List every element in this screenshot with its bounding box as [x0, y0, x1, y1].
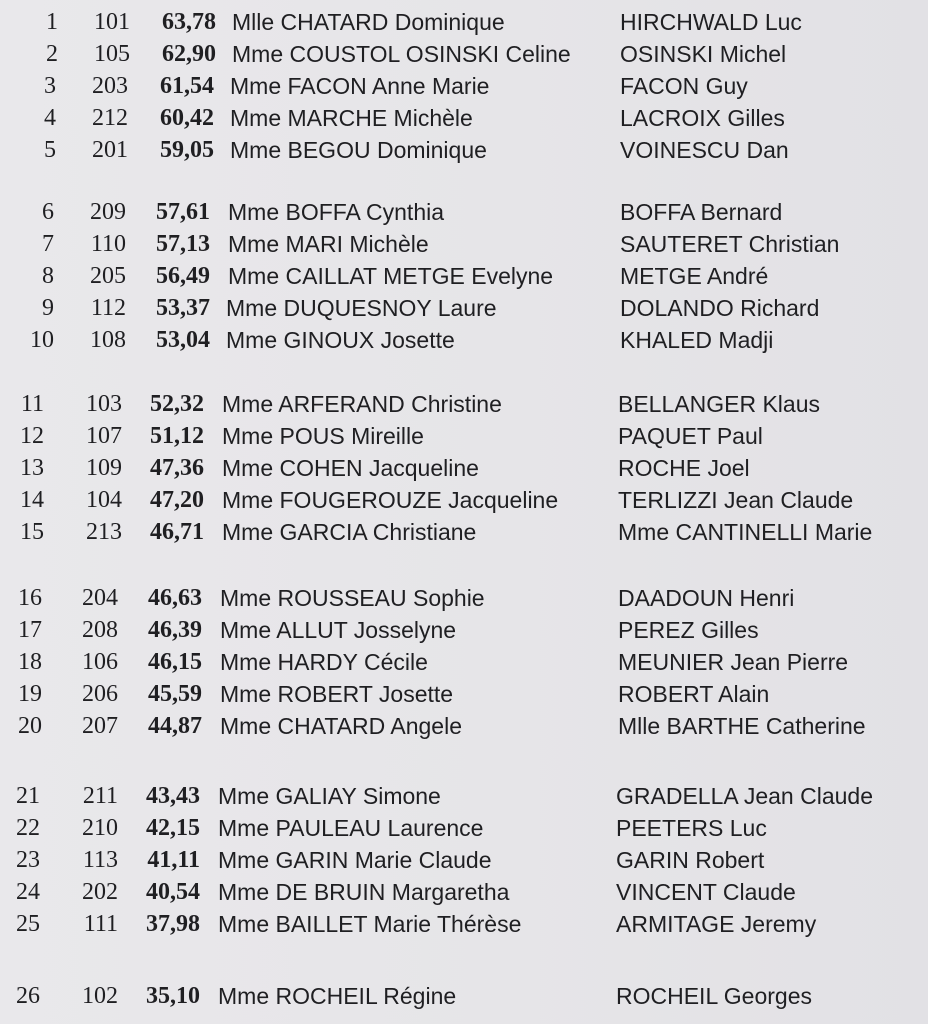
pair-number-cell: 209 [90, 199, 126, 225]
score-cell: 35,10 [146, 983, 200, 1009]
score-cell: 47,36 [150, 455, 204, 481]
player2-name: PEREZ Gilles [618, 617, 759, 643]
rank-cell: 22 [16, 815, 40, 841]
rank-cell: 18 [18, 649, 42, 675]
result-row [0, 102, 928, 134]
pair-number-cell: 103 [86, 391, 122, 417]
pair-number-cell: 208 [82, 617, 118, 643]
rank-cell: 16 [18, 585, 42, 611]
rank-cell: 9 [42, 295, 54, 321]
result-row [0, 388, 928, 420]
player1-name: Mme BEGOU Dominique [230, 137, 487, 163]
pair-number-cell: 105 [94, 41, 130, 67]
player2-name: SAUTERET Christian [620, 231, 840, 257]
result-row [0, 228, 928, 260]
rank-cell: 13 [20, 455, 44, 481]
pair-number-cell: 102 [82, 983, 118, 1009]
score-cell: 59,05 [160, 137, 214, 163]
player1-name: Mme PAULEAU Laurence [218, 815, 484, 841]
player2-name: VOINESCU Dan [620, 137, 789, 163]
player2-name: PEETERS Luc [616, 815, 767, 841]
player2-name: GRADELLA Jean Claude [616, 783, 873, 809]
player2-name: GARIN Robert [616, 847, 765, 873]
pair-number-cell: 112 [90, 295, 126, 321]
rank-cell: 3 [44, 73, 56, 99]
player1-name: Mme HARDY Cécile [220, 649, 428, 675]
result-row [0, 260, 928, 292]
player2-name: KHALED Madji [620, 327, 774, 353]
result-row [0, 196, 928, 228]
rank-cell: 4 [44, 105, 56, 131]
player2-name: PAQUET Paul [618, 423, 763, 449]
score-cell: 43,43 [146, 783, 200, 809]
player1-name: Mme GINOUX Josette [226, 327, 455, 353]
pair-number-cell: 210 [82, 815, 118, 841]
pair-number-cell: 206 [82, 681, 118, 707]
score-cell: 53,37 [156, 295, 210, 321]
player2-name: ARMITAGE Jeremy [616, 911, 817, 937]
score-cell: 37,98 [146, 911, 200, 937]
rank-cell: 23 [16, 847, 40, 873]
score-cell: 42,15 [146, 815, 200, 841]
pair-number-cell: 204 [82, 585, 118, 611]
score-cell: 47,20 [150, 487, 204, 513]
rank-cell: 20 [18, 713, 42, 739]
player1-name: Mme POUS Mireille [222, 423, 424, 449]
score-cell: 57,61 [156, 199, 210, 225]
player1-name: Mme MARCHE Michèle [230, 105, 473, 131]
rank-cell: 14 [20, 487, 44, 513]
pair-number-cell: 113 [82, 847, 118, 873]
result-row [0, 876, 928, 908]
result-row [0, 324, 928, 356]
player2-name: HIRCHWALD Luc [620, 9, 802, 35]
player1-name: Mme ROCHEIL Régine [218, 983, 457, 1009]
pair-number-cell: 211 [82, 783, 118, 809]
pair-number-cell: 202 [82, 879, 118, 905]
player2-name: FACON Guy [620, 73, 748, 99]
rank-cell: 26 [16, 983, 40, 1009]
player1-name: Mme ALLUT Josselyne [220, 617, 457, 643]
player2-name: TERLIZZI Jean Claude [618, 487, 854, 513]
pair-number-cell: 207 [82, 713, 118, 739]
pair-number-cell: 101 [94, 9, 130, 35]
score-cell: 45,59 [148, 681, 202, 707]
player2-name: OSINSKI Michel [620, 41, 787, 67]
player1-name: Mme CHATARD Angele [220, 713, 462, 739]
player2-name: MEUNIER Jean Pierre [618, 649, 849, 675]
result-row [0, 420, 928, 452]
rank-cell: 17 [18, 617, 42, 643]
player1-name: Mme FACON Anne Marie [230, 73, 490, 99]
player1-name: Mme DE BRUIN Margaretha [218, 879, 510, 905]
player2-name: ROCHE Joel [618, 455, 750, 481]
pair-number-cell: 107 [86, 423, 122, 449]
result-row [0, 678, 928, 710]
rank-cell: 15 [20, 519, 44, 545]
player2-name: ROBERT Alain [618, 681, 770, 707]
player2-name: DAADOUN Henri [618, 585, 795, 611]
pair-number-cell: 213 [86, 519, 122, 545]
rank-cell: 21 [16, 783, 40, 809]
score-cell: 46,15 [148, 649, 202, 675]
score-cell: 41,11 [147, 847, 200, 873]
result-row [0, 780, 928, 812]
pair-number-cell: 212 [92, 105, 128, 131]
score-cell: 46,39 [148, 617, 202, 643]
player1-name: Mme GARCIA Christiane [222, 519, 477, 545]
score-cell: 52,32 [150, 391, 204, 417]
score-cell: 46,71 [150, 519, 204, 545]
result-row [0, 484, 928, 516]
player2-name: LACROIX Gilles [620, 105, 785, 131]
player1-name: Mme ROUSSEAU Sophie [220, 585, 485, 611]
result-row [0, 844, 928, 876]
rank-cell: 10 [30, 327, 54, 353]
pair-number-cell: 110 [90, 231, 126, 257]
result-row [0, 812, 928, 844]
score-cell: 60,42 [160, 105, 214, 131]
score-cell: 44,87 [148, 713, 202, 739]
result-row [0, 710, 928, 742]
score-cell: 62,90 [162, 41, 216, 67]
rank-cell: 24 [16, 879, 40, 905]
player1-name: Mme CAILLAT METGE Evelyne [228, 263, 554, 289]
score-cell: 63,78 [162, 9, 216, 35]
player2-name: BELLANGER Klaus [618, 391, 820, 417]
result-row [0, 614, 928, 646]
pair-number-cell: 106 [82, 649, 118, 675]
rank-cell: 25 [16, 911, 40, 937]
score-cell: 57,13 [156, 231, 210, 257]
result-row [0, 908, 928, 940]
result-row [0, 6, 928, 38]
result-row [0, 70, 928, 102]
result-row [0, 582, 928, 614]
player1-name: Mlle CHATARD Dominique [232, 9, 505, 35]
player2-name: Mme CANTINELLI Marie [618, 519, 873, 545]
player1-name: Mme BOFFA Cynthia [228, 199, 445, 225]
player1-name: Mme DUQUESNOY Laure [226, 295, 497, 321]
player1-name: Mme GARIN Marie Claude [218, 847, 492, 873]
player1-name: Mme COUSTOL OSINSKI Celine [232, 41, 571, 67]
player1-name: Mme COHEN Jacqueline [222, 455, 479, 481]
score-cell: 56,49 [156, 263, 210, 289]
player2-name: METGE André [620, 263, 769, 289]
pair-number-cell: 203 [92, 73, 128, 99]
result-row [0, 452, 928, 484]
rank-cell: 8 [42, 263, 54, 289]
pair-number-cell: 201 [92, 137, 128, 163]
player1-name: Mme MARI Michèle [228, 231, 429, 257]
rank-cell: 7 [42, 231, 54, 257]
pair-number-cell: 108 [90, 327, 126, 353]
pair-number-cell: 104 [86, 487, 122, 513]
player1-name: Mme GALIAY Simone [218, 783, 441, 809]
player2-name: VINCENT Claude [616, 879, 796, 905]
pair-number-cell: 205 [90, 263, 126, 289]
score-cell: 61,54 [160, 73, 214, 99]
player2-name: Mlle BARTHE Catherine [618, 713, 866, 739]
player1-name: Mme BAILLET Marie Thérèse [218, 911, 522, 937]
player1-name: Mme ARFERAND Christine [222, 391, 502, 417]
result-row [0, 980, 928, 1012]
player1-name: Mme FOUGEROUZE Jacqueline [222, 487, 559, 513]
score-cell: 53,04 [156, 327, 210, 353]
rank-cell: 6 [42, 199, 54, 225]
result-row [0, 516, 928, 548]
player2-name: DOLANDO Richard [620, 295, 820, 321]
result-row [0, 134, 928, 166]
player2-name: BOFFA Bernard [620, 199, 783, 225]
rank-cell: 19 [18, 681, 42, 707]
pair-number-cell: 109 [86, 455, 122, 481]
player2-name: ROCHEIL Georges [616, 983, 812, 1009]
rank-cell: 11 [20, 391, 44, 417]
rank-cell: 1 [46, 9, 58, 35]
result-row [0, 38, 928, 70]
score-cell: 51,12 [150, 423, 204, 449]
rank-cell: 5 [44, 137, 56, 163]
pair-number-cell: 111 [83, 911, 118, 937]
rank-cell: 12 [20, 423, 44, 449]
score-cell: 46,63 [148, 585, 202, 611]
rank-cell: 2 [46, 41, 58, 67]
score-cell: 40,54 [146, 879, 200, 905]
player1-name: Mme ROBERT Josette [220, 681, 454, 707]
result-row [0, 646, 928, 678]
result-row [0, 292, 928, 324]
